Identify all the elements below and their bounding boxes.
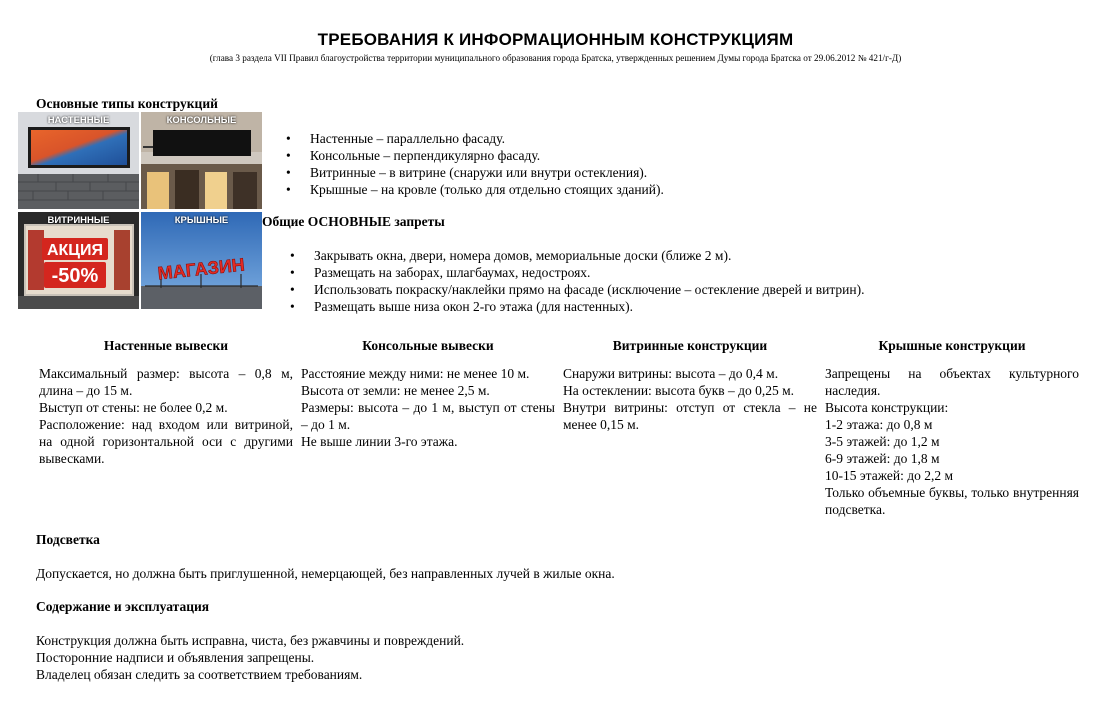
console-sign-label: КОНСОЛЬНЫЕ (166, 115, 237, 126)
column-heading: Консольные вывески (362, 338, 494, 353)
column-line: Максимальный размер: высота – 0,8 м, длина – до 15 м. (39, 366, 293, 398)
list-item: • Настенные – параллельно фасаду. (286, 130, 806, 147)
column-line: 1-2 этажа: до 0,8 м (825, 417, 933, 432)
column-line: Расположение: над входом или витриной, на одной горизонтальной оси с другими вывесками. (39, 417, 293, 466)
roof-sign-label: КРЫШНЫЕ (174, 215, 229, 226)
column-heading: Крышные конструкции (878, 338, 1026, 353)
window-constructions-column (563, 338, 817, 433)
prohibitions-heading: Общие ОСНОВНЫЕ запреты (262, 214, 445, 229)
list-item: • Консольные – перпендикулярно фасаду. (286, 147, 806, 164)
types-heading: Основные типы конструкций (36, 96, 218, 111)
types-list (286, 130, 806, 198)
lighting-heading: Подсветка (36, 532, 100, 547)
column-line: Размеры: высота – до 1 м, выступ от стены – до 1 м. (301, 400, 555, 432)
shop-window-photo (18, 212, 139, 309)
roof-sign-photo (141, 212, 262, 309)
column-line: Внутри витрины: отступ от стекла – не менее 0,15 м. (563, 400, 817, 432)
window-sign-text-line2: -50% (51, 265, 99, 287)
column-line: Высота конструкции: (825, 400, 949, 415)
column-line: 10-15 этажей: до 2,2 м (825, 468, 953, 483)
column-line: На остеклении: высота букв – до 0,25 м. (563, 383, 795, 398)
column-line: Запрещены на объектах культурного наследия. (825, 366, 1079, 398)
maintenance-heading: Содержание и эксплуатация (36, 599, 210, 614)
list-item: • Размещать на заборах, шлагбаумах, недостроях. (290, 264, 990, 281)
list-item: • Использовать покраску/наклейки прямо на фасаде (исключение – остекление дверей и витрин). (290, 281, 990, 298)
list-item: • Витринные – в витрине (снаружи или внутри остекления). (286, 164, 806, 181)
column-line: Только объемные буквы, только внутренняя подсветка. (825, 485, 1079, 517)
column-line: Не выше линии 3-го этажа. (301, 434, 458, 449)
wall-sign-label: НАСТЕННЫЕ (47, 115, 110, 126)
column-line: Снаружи витрины: высота – до 0,4 м. (563, 366, 779, 381)
window-sign-text-line1: АКЦИЯ (46, 242, 104, 259)
maintenance-line: Владелец обязан следить за соответствием требованиям. (36, 667, 363, 682)
wall-sign-photo (18, 112, 139, 209)
maintenance-line: Конструкция должна быть исправна, чиста, без ржавчины и повреждений. (36, 633, 465, 648)
maintenance-text (36, 632, 464, 683)
list-item: • Размещать выше низа окон 2-го этажа (для настенных). (290, 298, 990, 315)
list-item: • Крышные – на кровле (только для отдельно стоящих зданий). (286, 181, 806, 198)
shop-window-label: ВИТРИННЫЕ (47, 215, 110, 226)
console-sign-photo (141, 112, 262, 209)
column-line: Расстояние между ними: не менее 10 м. (301, 366, 530, 381)
page-title: ТРЕБОВАНИЯ К ИНФОРМАЦИОННЫМ КОНСТРУКЦИЯМ (317, 30, 794, 49)
page-subtitle: (глава 3 раздела VII Правил благоустройства территории муниципального образования города Братска, утвержденных решением Думы города Братска от 29.06.2012 № 421/г-Д) (209, 53, 902, 63)
column-line: 6-9 этажей: до 1,8 м (825, 451, 940, 466)
lighting-text: Допускается, но должна быть приглушенной, немерцающей, без направленных лучей в жилые окна. (36, 566, 615, 581)
maintenance-line: Посторонние надписи и объявления запрещены. (36, 650, 315, 665)
column-heading: Настенные вывески (103, 338, 229, 353)
roof-sign-text: МАГАЗИН (156, 254, 246, 284)
prohibitions-list (290, 247, 990, 315)
column-heading: Витринные конструкции (612, 338, 768, 353)
column-line: 3-5 этажей: до 1,2 м (825, 434, 940, 449)
sign-types-image-grid (18, 112, 264, 310)
console-signs-column (301, 338, 555, 450)
column-line: Высота от земли: не менее 2,5 м. (301, 383, 490, 398)
roof-constructions-column (825, 338, 1079, 518)
column-line: Выступ от стены: не более 0,2 м. (39, 400, 228, 415)
wall-signs-column (39, 338, 293, 467)
list-item: • Закрывать окна, двери, номера домов, мемориальные доски (ближе 2 м). (290, 247, 990, 264)
